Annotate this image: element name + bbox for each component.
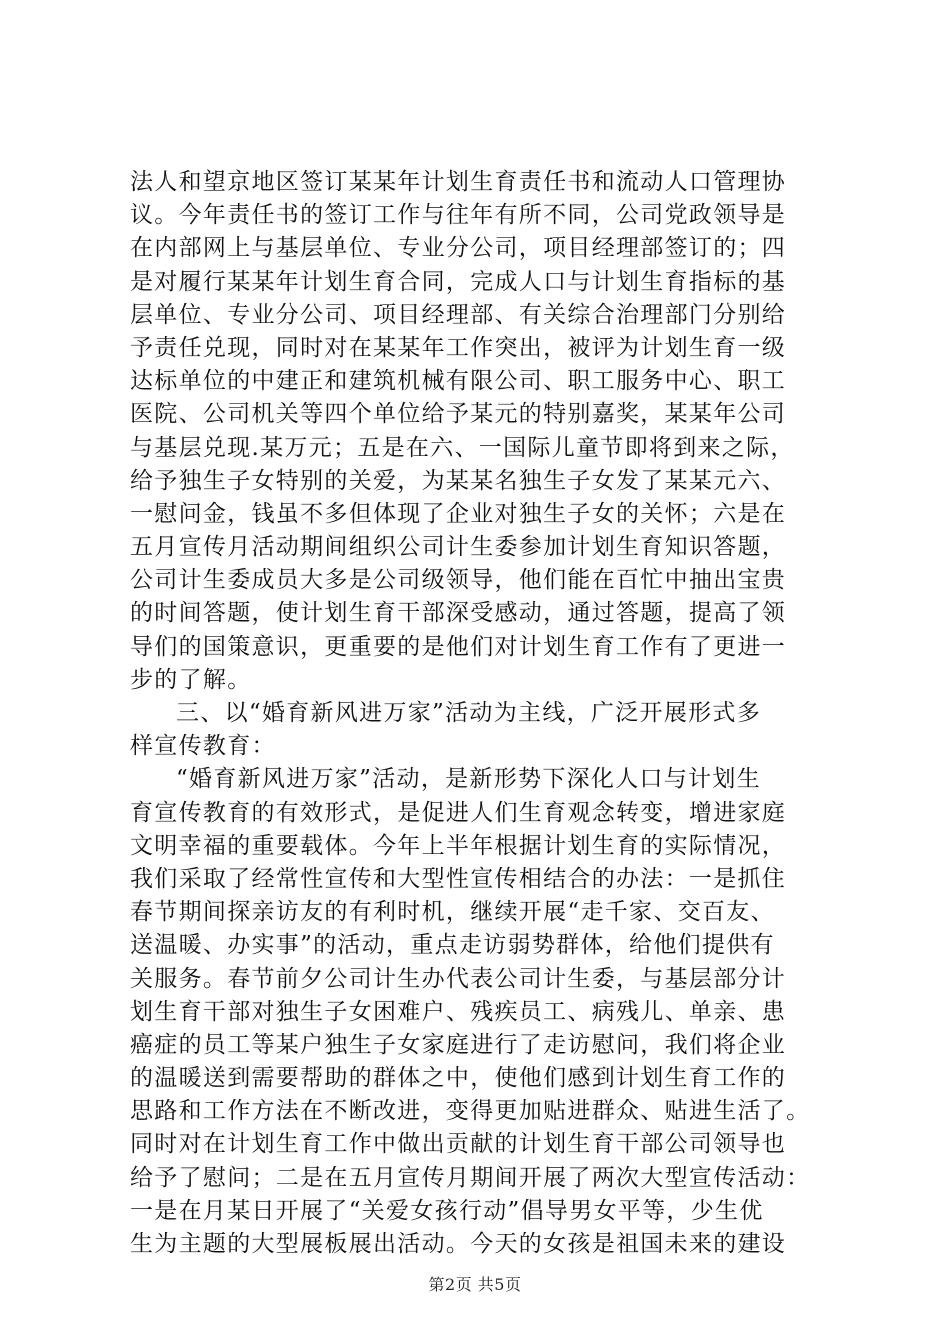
text-line: 医院、公司机关等四个单位给予某元的特别嘉奖，某某年公司 [130, 401, 787, 428]
text-line: 划生育干部对独生子女困难户、残疾员工、病残儿、单亲、患 [130, 998, 787, 1025]
text-line: 给予了慰问；二是在五月宣传月期间开展了两次大型宣传活动： [130, 1164, 811, 1191]
text-line: 一慰问金，钱虽不多但体现了企业对独生子女的关怀；六是在 [130, 500, 787, 527]
text-line: 春节期间探亲访友的有利时机，继续开展“走千家、交百友、 [130, 899, 775, 926]
text-line: “婚育新风进万家”活动，是新形势下深化人口与计划生 [176, 766, 762, 793]
text-line: 在内部网上与基层单位、专业分公司，项目经理部签订的；四 [130, 235, 787, 262]
document-body [130, 166, 830, 1261]
text-line: 我们采取了经常性宣传和大型性宣传相结合的办法：一是抓住 [130, 865, 787, 892]
text-line: 送温暖、办实事”的活动，重点走访弱势群体，给他们提供有 [130, 932, 775, 959]
text-line: 文明幸福的重要载体。今年上半年根据计划生育的实际情况， [130, 832, 787, 859]
text-line: 生为主题的大型展板展出活动。今天的女孩是祖国未来的建设 [130, 1231, 787, 1257]
text-line: 达标单位的中建正和建筑机械有限公司、职工服务中心、职工 [130, 368, 787, 395]
text-line: 思路和工作方法在不断改进，变得更加贴进群众、贴进生活了。 [130, 1098, 811, 1125]
text-line: 的温暖送到需要帮助的群体之中，使他们感到计划生育工作的 [130, 1065, 787, 1092]
text-line: 育宣传教育的有效形式，是促进人们生育观念转变，增进家庭 [130, 799, 787, 826]
text-line: 法人和望京地区签订某某年计划生育责任书和流动人口管理协 [130, 169, 787, 195]
page-footer: 第2页 共5页 [428, 1275, 522, 1294]
text-line: 步的了解。 [130, 666, 252, 693]
text-line: 导们的国策意识，更重要的是他们对计划生育工作有了更进一 [130, 633, 787, 660]
text-line: 样宣传教育： [130, 733, 276, 760]
text-line: 公司计生委成员大多是公司级领导，他们能在百忙中抽出宝贵 [130, 567, 787, 594]
text-line: 是对履行某某年计划生育合同，完成人口与计划生育指标的基 [130, 268, 787, 295]
text-line: 一是在月某日开展了“关爱女孩行动”倡导男女平等，少生优 [130, 1197, 764, 1224]
text-line: 三、以“婚育新风进万家”活动为主线，广泛开展形式多 [176, 700, 762, 726]
text-line: 五月宣传月活动期间组织公司计生委参加计划生育知识答题， [130, 534, 787, 561]
text-line: 与基层兑现.某万元；五是在六、一国际儿童节即将到来之际， [130, 434, 795, 461]
text-line: 层单位、专业分公司、项目经理部、有关综合治理部门分别给 [130, 301, 787, 328]
text-line: 关服务。春节前夕公司计生办代表公司计生委，与基层部分计 [130, 965, 787, 992]
text-line: 予责任兑现，同时对在某某年工作突出，被评为计划生育一级 [130, 334, 787, 361]
text-line: 议。今年责任书的签订工作与往年有所不同，公司党政领导是 [130, 202, 787, 229]
text-line: 癌症的员工等某户独生子女家庭进行了走访慰问，我们将企业 [130, 1031, 787, 1058]
text-line: 的时间答题，使计划生育干部深受感动，通过答题，提高了领 [130, 600, 787, 627]
text-line: 同时对在计划生育工作中做出贡献的计划生育干部公司领导也 [130, 1131, 787, 1158]
text-line: 给予独生子女特别的关爱，为某某名独生子女发了某某元六、 [130, 467, 787, 494]
